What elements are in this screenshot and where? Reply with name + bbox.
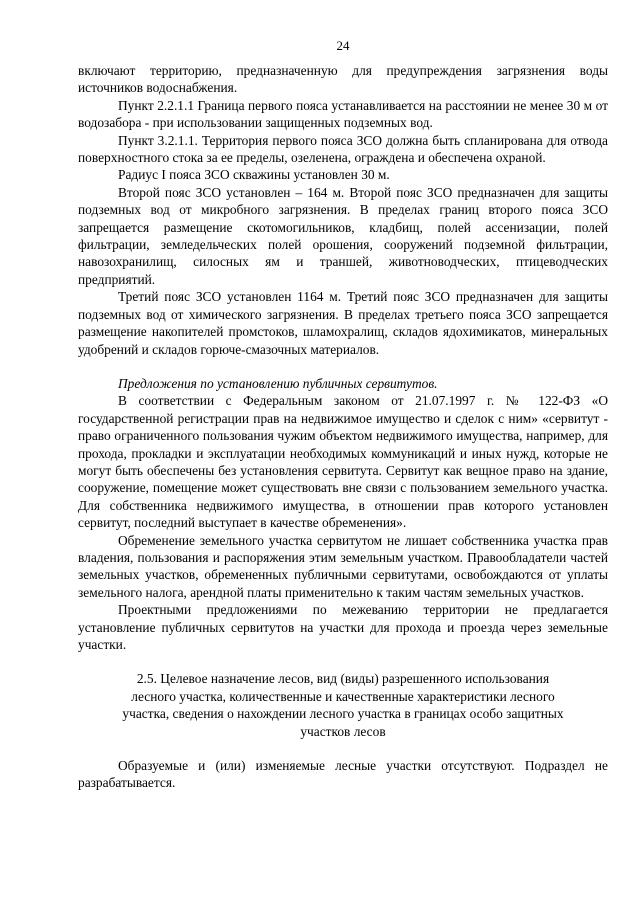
servitude-heading: Предложения по установлению публичных сервитутов. <box>118 375 438 391</box>
paragraph-second-belt: Второй пояс ЗСО установлен – 164 м. Второй пояс ЗСО предназначен для защиты подземных вод от микробного загрязнения. В пределах границ второго пояса ЗСО запрещается размещение скотомогильников, кладбищ, полей ассенизации, полей фильтрации, земледельческих полей орошения, сооружений подземной фильтрации, навозохранилищ, силосных ям и траншей, животноводческих, птицеводческих предприятий. <box>78 184 608 287</box>
paragraph-point-2-2-1-1: Пункт 2.2.1.1 Граница первого пояса устанавливается на расстоянии не менее 30 м от водозабора - при использовании защищенных подземных вод. <box>78 97 608 131</box>
paragraph-encumbrance: Обременение земельного участка сервитутом не лишает собственника участка прав владения, пользования и распоряжения этим земельным участком. Правообладатели частей земельных участков, обремененных публичными сервитутами, освобождаются от уплаты земельного налога, арендной платы применительно к таким частям земельных участков. <box>78 532 608 600</box>
paragraph-federal-law: В соответствии с Федеральным законом от 21.07.1997 г. № 122-ФЗ «О государственной регистрации прав на недвижимое имущество и сделок с ним» «сервитут - право ограниченного пользования чужим объектом недвижимого имущества, например, для прохода, прокладки и эксплуатации необходимых коммуникаций и иных нужд, которые не могут быть обеспечены без установления сервитута. Сервитут как вещное право на здание, сооружение, помещение может существовать вне связи с пользованием земельного участка. Для собственника недвижимого имущества, в отношении прав которого установлен сервитут, последний выступает в качестве обременения». <box>78 393 608 531</box>
spacer <box>78 358 608 375</box>
spacer <box>78 653 608 670</box>
paragraph-radius-first-belt: Радиус I пояса ЗСО скважины установлен 30 м. <box>118 167 390 183</box>
paragraph-project-proposals: Проектными предложениями по межеванию территории не предлагается установление публичных сервитутов на участки для прохода и проезда через земельные участки. <box>78 602 608 652</box>
paragraph-water-sources: включают территорию, предназначенную для предупреждения загрязнения воды источников водоснабжения. <box>78 63 608 96</box>
spacer <box>78 740 608 757</box>
paragraph-forest-plots: Образуемые и (или) изменяемые лесные участки отсутствуют. Подраздел не разрабатывается. <box>78 758 608 791</box>
page-number: 24 <box>336 38 350 53</box>
document-body <box>78 62 608 792</box>
paragraph-point-3-2-1-1: Пункт 3.2.1.1. Территория первого пояса ЗСО должна быть спланирована для отвода поверхностного стока за ее пределы, озеленена, ограждена и обеспечена охраной. <box>78 132 608 166</box>
paragraph-third-belt: Третий пояс ЗСО установлен 1164 м. Третий пояс ЗСО предназначен для защиты подземных вод от химического загрязнения. В пределах третьего пояса ЗСО запрещается размещение накопителей промстоков, шламохралищ, складов ядохимикатов, минеральных удобрений и складов горюче-смазочных материалов. <box>78 289 608 357</box>
section-heading-2-5: 2.5. Целевое назначение лесов, вид (виды) разрешенного использования лесного участка, количественные и качественные характеристики лесного участка, сведения о нахождении лесного участка в границах особо защитных участков лесов <box>122 671 564 739</box>
